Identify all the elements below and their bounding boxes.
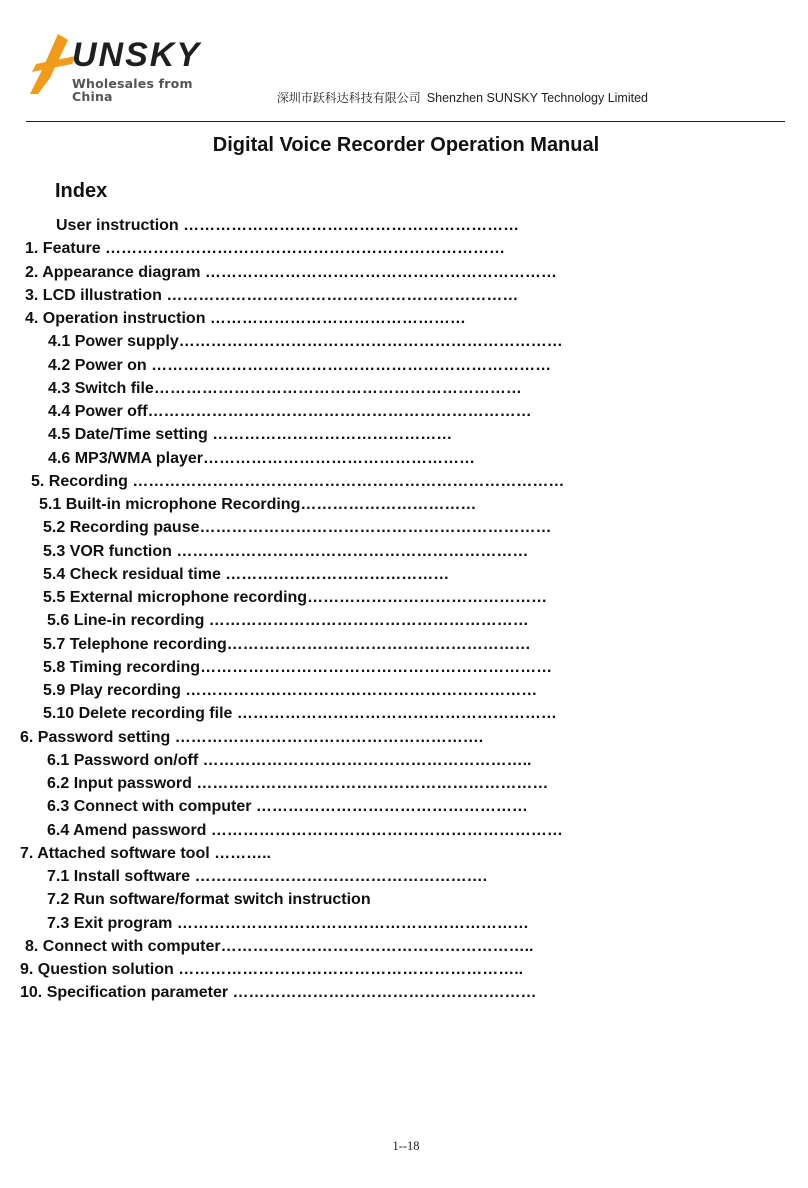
toc-entry[interactable]: 5.3 VOR function ………………………………………………………… <box>43 543 529 560</box>
toc-entry[interactable]: 10. Specification parameter ………………………………………………… <box>20 984 537 1001</box>
toc-entry[interactable]: 4.3 Switch file…………………………………………………………… <box>48 380 522 397</box>
index-heading: Index <box>55 180 108 202</box>
document-title: Digital Voice Recorder Operation Manual <box>212 134 600 156</box>
toc-entry[interactable]: 7.1 Install software ………………………………………………. <box>47 868 488 885</box>
toc-entry[interactable]: 6. Password setting …………………………………………………. <box>20 729 484 746</box>
toc-entry[interactable]: 7. Attached software tool ……….. <box>20 845 271 862</box>
company-name-cn: 深圳市跃科达科技有限公司 <box>276 91 421 105</box>
toc-entry[interactable]: 4.2 Power on ………………………………………………………………… <box>48 357 552 374</box>
toc-entry[interactable]: 4.5 Date/Time setting ……………………………………… <box>48 426 453 443</box>
toc-entry[interactable]: 4. Operation instruction ………………………………………… <box>25 310 466 327</box>
header-divider <box>26 121 785 122</box>
toc-entry[interactable]: 7.3 Exit program ………………………………………………………… <box>47 915 529 932</box>
toc-entry[interactable]: 5.1 Built-in microphone Recording…………………………… <box>39 496 477 513</box>
page-number: 1--18 <box>392 1139 420 1153</box>
toc-entry[interactable]: 3. LCD illustration ………………………………………………………… <box>25 287 519 304</box>
toc-entry[interactable]: 4.4 Power off……………………………………………………………… <box>48 403 532 420</box>
toc-entry[interactable]: 9. Question solution ……………………………………………………….. <box>20 961 524 978</box>
toc-entry[interactable]: User instruction ……………………………………………………… <box>56 217 520 234</box>
toc-entry[interactable]: 5.9 Play recording ………………………………………………………… <box>43 682 538 699</box>
sunsky-logo <box>28 34 228 104</box>
toc-entry[interactable]: 5. Recording ……………………………………………………………………… <box>31 473 565 490</box>
toc-entry[interactable]: 5.6 Line-in recording …………………………………………………… <box>47 612 529 629</box>
toc-entry[interactable]: 6.4 Amend password ………………………………………………………… <box>47 822 563 839</box>
toc-entry[interactable]: 6.2 Input password ………………………………………………………… <box>47 775 549 792</box>
toc-entry[interactable]: 5.10 Delete recording file …………………………………………………… <box>43 705 557 722</box>
toc-entry[interactable]: 5.7 Telephone recording………………………………………………… <box>43 636 531 653</box>
company-name-en: Shenzhen SUNSKY Technology Limited <box>426 91 648 105</box>
toc-entry[interactable]: 5.8 Timing recording………………………………………………………… <box>43 659 553 676</box>
toc-entry[interactable]: 4.1 Power supply……………………………………………………………… <box>48 333 563 350</box>
toc-entry[interactable]: 1. Feature ………………………………………………………………… <box>25 240 506 257</box>
toc-entry[interactable]: 7.2 Run software/format switch instruction <box>47 891 371 908</box>
toc-entry[interactable]: 6.3 Connect with computer …………………………………………… <box>47 798 528 815</box>
toc-entry[interactable]: 8. Connect with computer………………………………………………….. <box>25 938 534 955</box>
toc-entry[interactable]: 2. Appearance diagram ………………………………………………………… <box>25 264 557 281</box>
toc-entry[interactable]: 6.1 Password on/off …………………………………………………….. <box>47 752 532 769</box>
company-name <box>277 89 648 106</box>
logo-wordmark: UNSKY <box>72 36 202 74</box>
toc-entry[interactable]: 5.4 Check residual time …………………………………… <box>43 566 450 583</box>
toc-entry[interactable]: 4.6 MP3/WMA player…………………………………………… <box>48 450 476 467</box>
toc-entry[interactable]: 5.5 External microphone recording……………………………………… <box>43 589 548 606</box>
toc-entry[interactable]: 5.2 Recording pause………………………………………………………… <box>43 519 552 536</box>
logo-tagline: Wholesales from China <box>72 76 193 104</box>
